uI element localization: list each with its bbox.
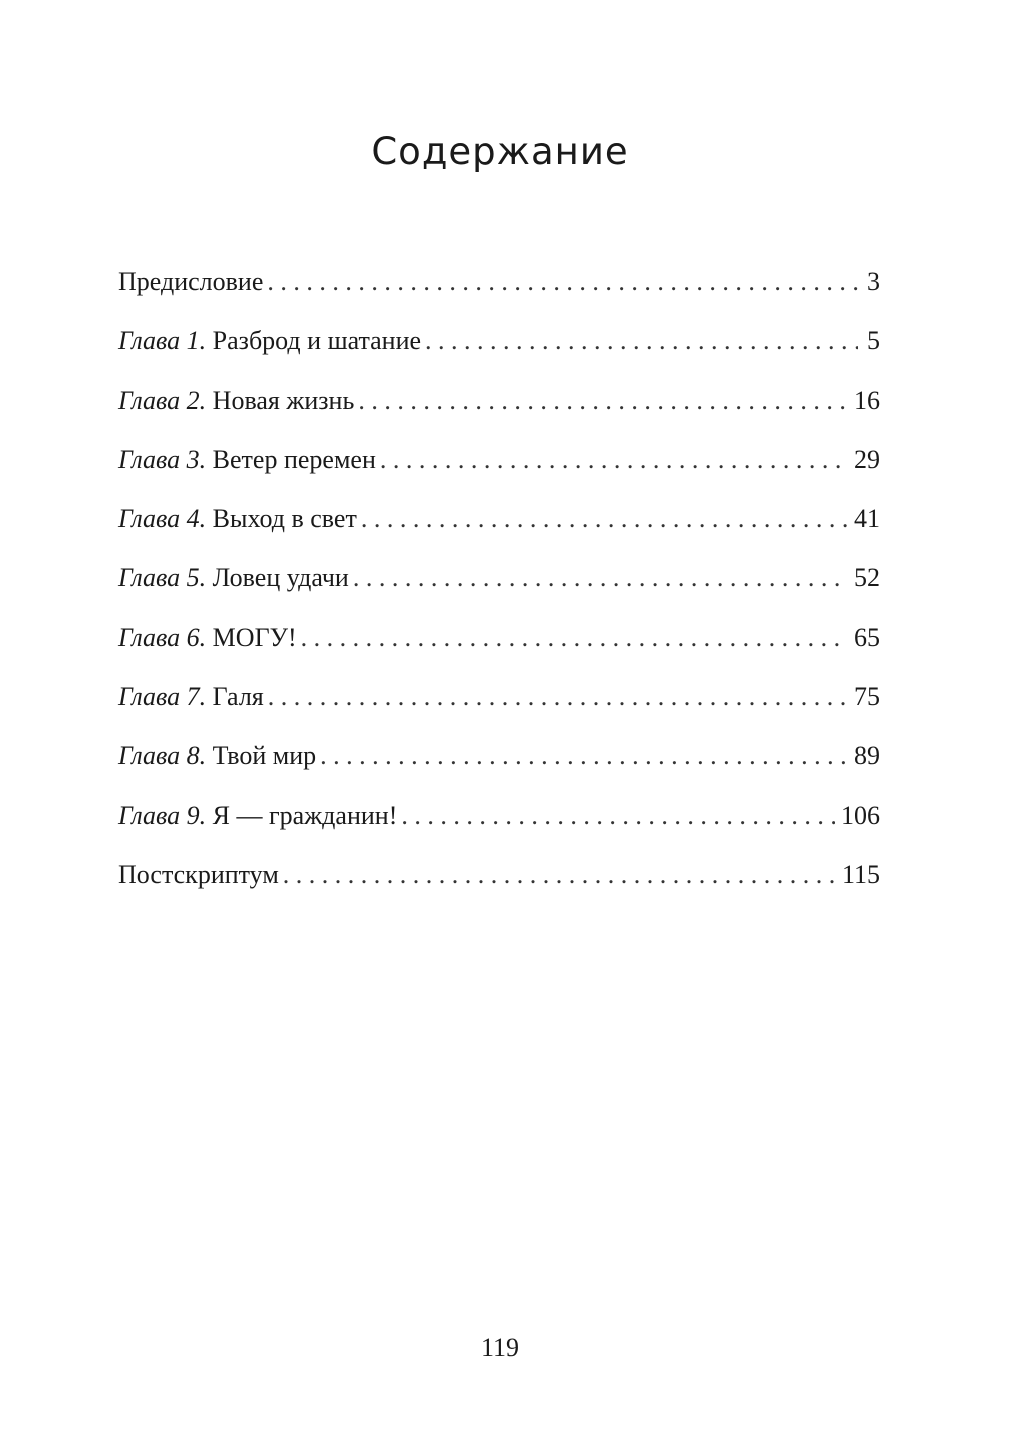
- entry-title: Предисловие: [118, 267, 264, 296]
- dot-leader: [301, 618, 848, 658]
- dot-leader: [358, 381, 848, 421]
- toc-entry: [118, 855, 880, 914]
- page-title: Содержание: [371, 130, 629, 173]
- toc-entry: [118, 440, 880, 499]
- dot-leader: [353, 558, 848, 598]
- chapter-label: Глава 3.: [118, 444, 207, 474]
- entry-page: 3: [867, 267, 880, 296]
- dot-leader: [268, 677, 848, 717]
- toc-entry: [118, 736, 880, 795]
- toc-entry: [118, 677, 880, 736]
- entry-title: Твой мир: [212, 741, 317, 771]
- dot-leader: [380, 440, 848, 480]
- toc-entry: [118, 618, 880, 677]
- toc-entry: [118, 321, 880, 380]
- table-of-contents: [118, 262, 880, 914]
- chapter-label: Глава 7.: [118, 682, 207, 712]
- entry-page: 65: [854, 622, 880, 652]
- chapter-label: Глава 9.: [118, 800, 207, 830]
- entry-page: 106: [841, 800, 880, 830]
- dot-leader: [267, 262, 858, 302]
- toc-entry: [118, 558, 880, 617]
- entry-page: 16: [854, 385, 880, 415]
- chapter-label: Глава 1.: [118, 326, 207, 356]
- toc-entry: [118, 262, 880, 321]
- dot-leader: [401, 796, 835, 836]
- entry-page: 5: [867, 326, 880, 356]
- chapter-label: Глава 8.: [118, 741, 207, 771]
- chapter-label: Глава 2.: [118, 385, 207, 415]
- dot-leader: [320, 736, 848, 776]
- page-number: 119: [480, 1333, 520, 1362]
- dot-leader: [361, 499, 848, 539]
- entry-page: 52: [854, 563, 880, 593]
- toc-entry: [118, 381, 880, 440]
- entry-page: 115: [841, 859, 880, 889]
- entry-page: 75: [854, 682, 880, 712]
- entry-page: 89: [854, 741, 880, 771]
- entry-page: 41: [854, 504, 880, 534]
- toc-entry: [118, 796, 880, 855]
- entry-title: Галя: [212, 682, 264, 712]
- chapter-label: Глава 6.: [118, 622, 207, 652]
- entry-title: Ловец удачи: [212, 563, 349, 593]
- entry-title: Постскриптум: [118, 859, 279, 889]
- dot-leader: [425, 321, 858, 361]
- toc-entry: [118, 499, 880, 558]
- entry-title: Ветер перемен: [212, 444, 376, 474]
- entry-title: Разброд и шатание: [212, 326, 422, 356]
- dot-leader: [283, 855, 836, 895]
- entry-title: Я — гражданин!: [212, 800, 398, 830]
- chapter-label: Глава 4.: [118, 504, 207, 534]
- entry-title: МОГУ!: [212, 622, 297, 652]
- entry-title: Новая жизнь: [212, 385, 355, 415]
- entry-title: Выход в свет: [212, 504, 357, 534]
- chapter-label: Глава 5.: [118, 563, 207, 593]
- entry-page: 29: [854, 444, 880, 474]
